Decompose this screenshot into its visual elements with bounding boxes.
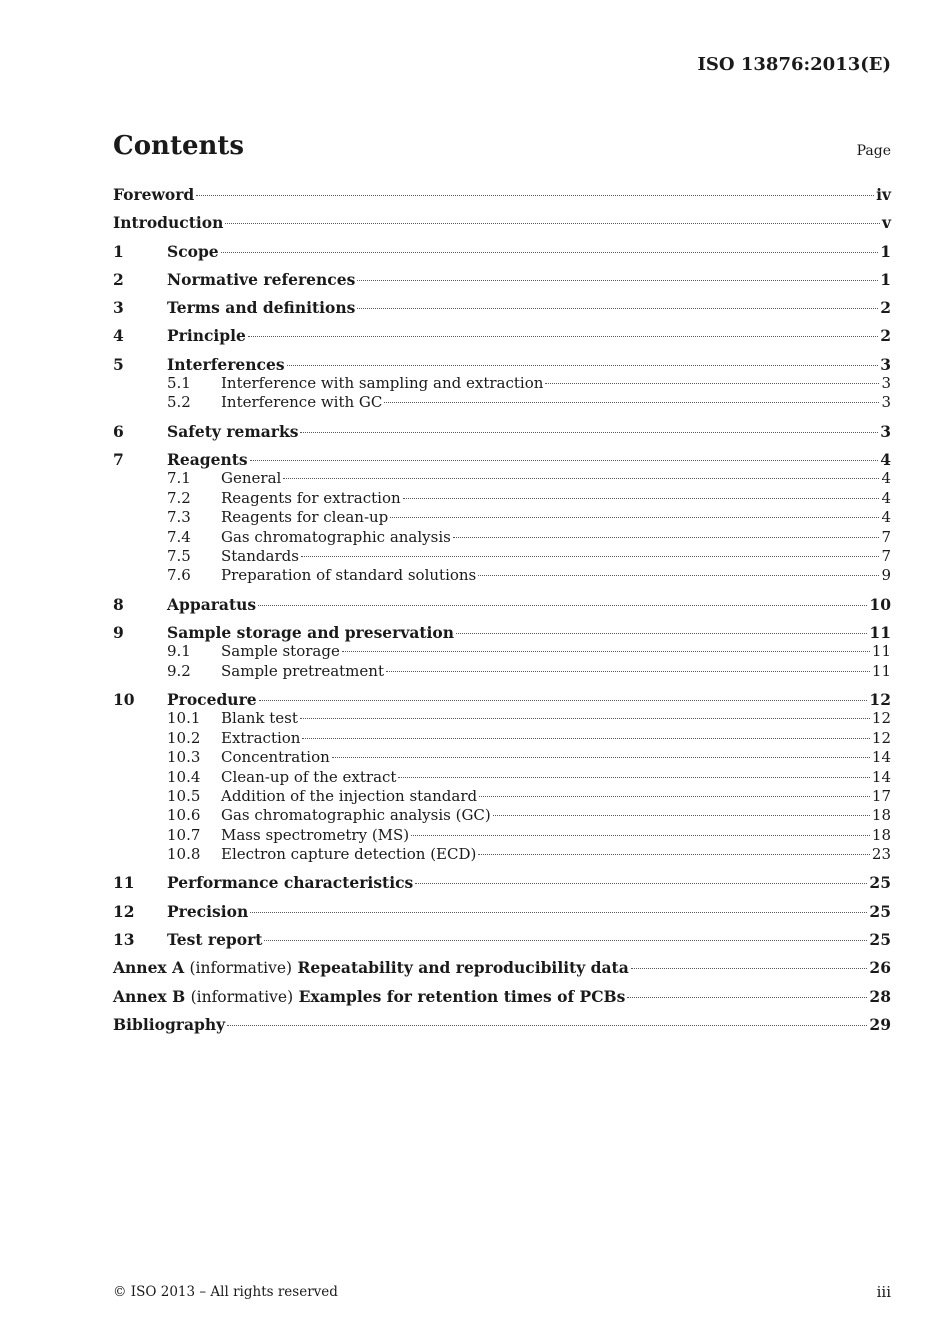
toc-entry-number: 1 xyxy=(113,241,124,261)
dot-leader xyxy=(390,517,879,518)
toc-subentry-number: 10.5 xyxy=(167,786,201,805)
toc-subentry-page: 17 xyxy=(871,786,891,805)
dot-leader xyxy=(283,478,879,479)
toc-entry-label: Scope xyxy=(167,241,219,261)
toc-subentry-10-7[interactable] xyxy=(113,826,891,845)
toc-subentry-number: 7.2 xyxy=(167,488,191,507)
toc-entry-label: Interferences xyxy=(167,354,285,374)
toc-subentry-10-1[interactable] xyxy=(113,709,891,728)
dot-leader xyxy=(221,252,879,253)
toc-subentry-7-4[interactable] xyxy=(113,528,891,547)
toc-subentry-10-2[interactable] xyxy=(113,729,891,748)
annex-title: Examples for retention times of PCBs xyxy=(298,986,626,1006)
toc-entry-label: Performance characteristics xyxy=(167,873,414,893)
dot-leader xyxy=(478,575,879,576)
toc-subentry-label: Preparation of standard solutions xyxy=(221,566,477,585)
toc-entry-number: 9 xyxy=(113,622,124,642)
annex-prefix: Annex A xyxy=(113,958,185,978)
toc-entry-page: 25 xyxy=(869,929,891,949)
toc-subentry-page: 9 xyxy=(881,566,891,585)
toc-entry-page: 1 xyxy=(880,269,891,289)
toc-entry-number: 4 xyxy=(113,326,124,346)
toc-subentry-9-2[interactable] xyxy=(113,662,891,681)
toc-entry-number: 12 xyxy=(113,901,135,921)
toc-entry-6[interactable] xyxy=(113,422,891,441)
toc-entry-label: Procedure xyxy=(167,690,257,709)
toc-entry-page: iv xyxy=(876,185,891,204)
toc-subentry-label: Mass spectrometry (MS) xyxy=(221,825,410,844)
toc-subentry-label: General xyxy=(221,469,282,488)
dot-leader xyxy=(411,835,870,836)
dot-leader xyxy=(386,671,870,672)
toc-subentry-page: 3 xyxy=(881,393,891,412)
toc-subentry-page: 3 xyxy=(881,374,891,393)
toc-subentry-page: 23 xyxy=(871,845,891,864)
toc-entry-page: 28 xyxy=(869,986,891,1006)
toc-subentry-number: 10.1 xyxy=(167,709,201,728)
toc-entry-12[interactable] xyxy=(113,902,891,921)
dot-leader xyxy=(259,700,868,701)
toc-entry-page: 1 xyxy=(880,241,891,261)
toc-subentry-7-2[interactable] xyxy=(113,489,891,508)
toc-subentry-7-3[interactable] xyxy=(113,508,891,527)
toc-entry-page: 2 xyxy=(880,298,891,318)
dot-leader xyxy=(403,498,880,499)
dot-leader xyxy=(250,460,879,461)
toc-entry-label xyxy=(113,987,625,1007)
dot-leader xyxy=(398,777,869,778)
toc-subentry-number: 7.3 xyxy=(167,508,191,527)
toc-subentry-page: 18 xyxy=(871,825,891,844)
toc-entry-label: Safety remarks xyxy=(167,421,299,441)
annex-qualifier: (informative) xyxy=(189,959,293,978)
toc-subentry-label: Gas chromatographic analysis xyxy=(221,527,451,546)
dot-leader xyxy=(545,383,879,384)
toc-subentry-9-1[interactable] xyxy=(113,642,891,661)
dot-leader xyxy=(357,308,878,309)
toc-entry-page: 25 xyxy=(869,901,891,921)
annex-prefix: Annex B xyxy=(113,986,186,1006)
toc-subentry-number: 7.1 xyxy=(167,469,191,488)
dot-leader xyxy=(357,280,878,281)
toc-subentry-number: 10.6 xyxy=(167,806,201,825)
dot-leader xyxy=(300,718,870,719)
toc-entry-label: Foreword xyxy=(113,185,195,204)
toc-entry-number: 3 xyxy=(113,298,124,318)
toc-subentry-page: 18 xyxy=(871,806,891,825)
toc-entry-label: Test report xyxy=(167,929,263,949)
toc-subentry-label: Clean-up of the extract xyxy=(221,767,397,786)
dot-leader xyxy=(196,195,874,196)
dot-leader xyxy=(225,223,880,224)
toc-entry-bibliography[interactable] xyxy=(113,1015,891,1034)
page-title: Contents xyxy=(113,131,245,161)
toc-subentry-label: Sample storage xyxy=(221,642,340,661)
toc-subentry-5-2[interactable] xyxy=(113,393,891,412)
toc-subentry-label: Extraction xyxy=(221,728,301,747)
toc-entry-annex-b[interactable] xyxy=(113,987,891,1006)
toc-subentry-7-1[interactable] xyxy=(113,469,891,488)
toc-entry-page: 25 xyxy=(869,873,891,893)
toc-entry-label: Normative references xyxy=(167,269,356,289)
dot-leader xyxy=(627,997,867,998)
toc-subentry-page: 7 xyxy=(881,546,891,565)
dot-leader xyxy=(250,912,867,913)
dot-leader xyxy=(479,796,870,797)
toc-subentry-page: 4 xyxy=(881,488,891,507)
toc-subentry-label: Reagents for clean-up xyxy=(221,508,389,527)
toc-entry-label: Bibliography xyxy=(113,1014,226,1034)
toc-subentry-label: Interference with sampling and extraction xyxy=(221,374,544,393)
toc-subentry-label: Addition of the injection standard xyxy=(221,786,478,805)
toc-subentry-10-5[interactable] xyxy=(113,787,891,806)
toc-entry-13[interactable] xyxy=(113,930,891,949)
toc-entry-number: 7 xyxy=(113,450,124,470)
toc-subentry-5-1[interactable] xyxy=(113,374,891,393)
toc-subentry-page: 11 xyxy=(871,642,891,661)
toc-entry-3[interactable] xyxy=(113,298,891,317)
toc-entry-label: Precision xyxy=(167,901,249,921)
toc-entry-foreword[interactable] xyxy=(113,185,891,204)
dot-leader xyxy=(332,757,870,758)
dot-leader xyxy=(478,854,870,855)
toc-subentry-label: Interference with GC xyxy=(221,393,383,412)
toc-entry-4[interactable] xyxy=(113,326,891,345)
annex-title: Repeatability and reproducibility data xyxy=(297,958,629,978)
toc-subentry-number: 10.8 xyxy=(167,845,201,864)
toc-subentry-number: 9.2 xyxy=(167,661,191,680)
toc-entry-page: 11 xyxy=(869,622,891,642)
dot-leader xyxy=(301,556,880,557)
toc-entry-7[interactable] xyxy=(113,450,891,469)
dot-leader xyxy=(287,365,879,366)
toc-subentry-number: 10.3 xyxy=(167,748,201,767)
page-column-label: Page xyxy=(856,143,891,159)
toc-entry-9[interactable] xyxy=(113,623,891,642)
toc-entry-2[interactable] xyxy=(113,270,891,289)
dot-leader xyxy=(384,402,879,403)
toc-subentry-page: 12 xyxy=(871,709,891,728)
toc-entry-label: Principle xyxy=(167,326,246,346)
document-code: ISO 13876:2013(E) xyxy=(697,54,891,75)
toc-entry-page: 3 xyxy=(880,421,891,441)
toc-subentry-page: 14 xyxy=(871,748,891,767)
toc-subentry-label: Blank test xyxy=(221,709,298,728)
toc-subentry-number: 10.2 xyxy=(167,728,201,747)
toc-entry-page: 10 xyxy=(869,594,891,614)
toc-entry-number: 5 xyxy=(113,354,124,374)
toc-subentry-page: 11 xyxy=(871,661,891,680)
toc-subentry-number: 10.4 xyxy=(167,767,201,786)
dot-leader xyxy=(342,651,870,652)
toc-subentry-number: 7.6 xyxy=(167,566,191,585)
toc-entry-page: 12 xyxy=(869,690,891,709)
toc-subentry-number: 5.2 xyxy=(167,393,191,412)
toc-entry-label: Terms and definitions xyxy=(167,298,356,318)
toc-subentry-page: 4 xyxy=(881,508,891,527)
dot-leader xyxy=(631,968,868,969)
toc-entry-label: Apparatus xyxy=(167,594,257,614)
toc-subentry-10-6[interactable] xyxy=(113,806,891,825)
toc-entry-label: Sample storage and preservation xyxy=(167,622,455,642)
toc-subentry-number: 9.1 xyxy=(167,642,191,661)
toc-entry-annex-a[interactable] xyxy=(113,958,891,977)
toc-subentry-label: Gas chromatographic analysis (GC) xyxy=(221,806,491,825)
toc-subentry-page: 14 xyxy=(871,767,891,786)
toc-subentry-10-8[interactable] xyxy=(113,845,891,864)
toc-entry-label xyxy=(113,958,629,978)
dot-leader xyxy=(227,1025,867,1026)
toc-subentry-label: Reagents for extraction xyxy=(221,488,401,507)
toc-entry-10[interactable] xyxy=(113,690,891,709)
toc-entry-page: 26 xyxy=(869,958,891,978)
toc-entry-page: v xyxy=(881,213,891,233)
toc-subentry-number: 5.1 xyxy=(167,374,191,393)
toc-entry-introduction[interactable] xyxy=(113,213,891,232)
toc-subentry-label: Sample pretreatment xyxy=(221,661,384,680)
toc-subentry-10-4[interactable] xyxy=(113,768,891,787)
toc-entry-8[interactable] xyxy=(113,595,891,614)
dot-leader xyxy=(258,605,867,606)
toc-entry-label: Reagents xyxy=(167,450,248,470)
dot-leader xyxy=(302,738,869,739)
toc-subentry-7-5[interactable] xyxy=(113,547,891,566)
dot-leader xyxy=(493,815,870,816)
toc-subentry-page: 7 xyxy=(881,527,891,546)
dot-leader xyxy=(248,336,878,337)
table-of-contents xyxy=(113,185,891,1034)
toc-entry-5[interactable] xyxy=(113,355,891,374)
dot-leader xyxy=(415,883,867,884)
toc-subentry-number: 10.7 xyxy=(167,825,201,844)
toc-entry-1[interactable] xyxy=(113,242,891,261)
dot-leader xyxy=(300,432,878,433)
page-number: iii xyxy=(876,1283,891,1301)
toc-entry-page: 2 xyxy=(880,326,891,346)
toc-entry-page: 3 xyxy=(880,354,891,374)
toc-entry-number: 6 xyxy=(113,421,124,441)
toc-subentry-label: Electron capture detection (ECD) xyxy=(221,845,477,864)
toc-entry-number: 13 xyxy=(113,929,135,949)
toc-subentry-label: Standards xyxy=(221,546,299,565)
toc-entry-page: 4 xyxy=(880,450,891,470)
toc-entry-number: 2 xyxy=(113,269,124,289)
toc-subentry-10-3[interactable] xyxy=(113,748,891,767)
toc-entry-page: 29 xyxy=(869,1014,891,1034)
toc-subentry-number: 7.4 xyxy=(167,527,191,546)
toc-subentry-number: 7.5 xyxy=(167,546,191,565)
toc-subentry-label: Concentration xyxy=(221,748,330,767)
toc-entry-number: 8 xyxy=(113,594,124,614)
dot-leader xyxy=(456,633,867,634)
toc-entry-number: 11 xyxy=(113,873,135,893)
annex-qualifier: (informative) xyxy=(190,987,294,1006)
toc-subentry-page: 12 xyxy=(871,728,891,747)
toc-subentry-7-6[interactable] xyxy=(113,566,891,585)
copyright-notice: © ISO 2013 – All rights reserved xyxy=(113,1284,338,1300)
dot-leader xyxy=(453,537,880,538)
toc-entry-label: Introduction xyxy=(113,213,224,233)
toc-subentry-page: 4 xyxy=(881,469,891,488)
toc-entry-number: 10 xyxy=(113,690,135,709)
toc-entry-11[interactable] xyxy=(113,873,891,892)
dot-leader xyxy=(264,940,867,941)
